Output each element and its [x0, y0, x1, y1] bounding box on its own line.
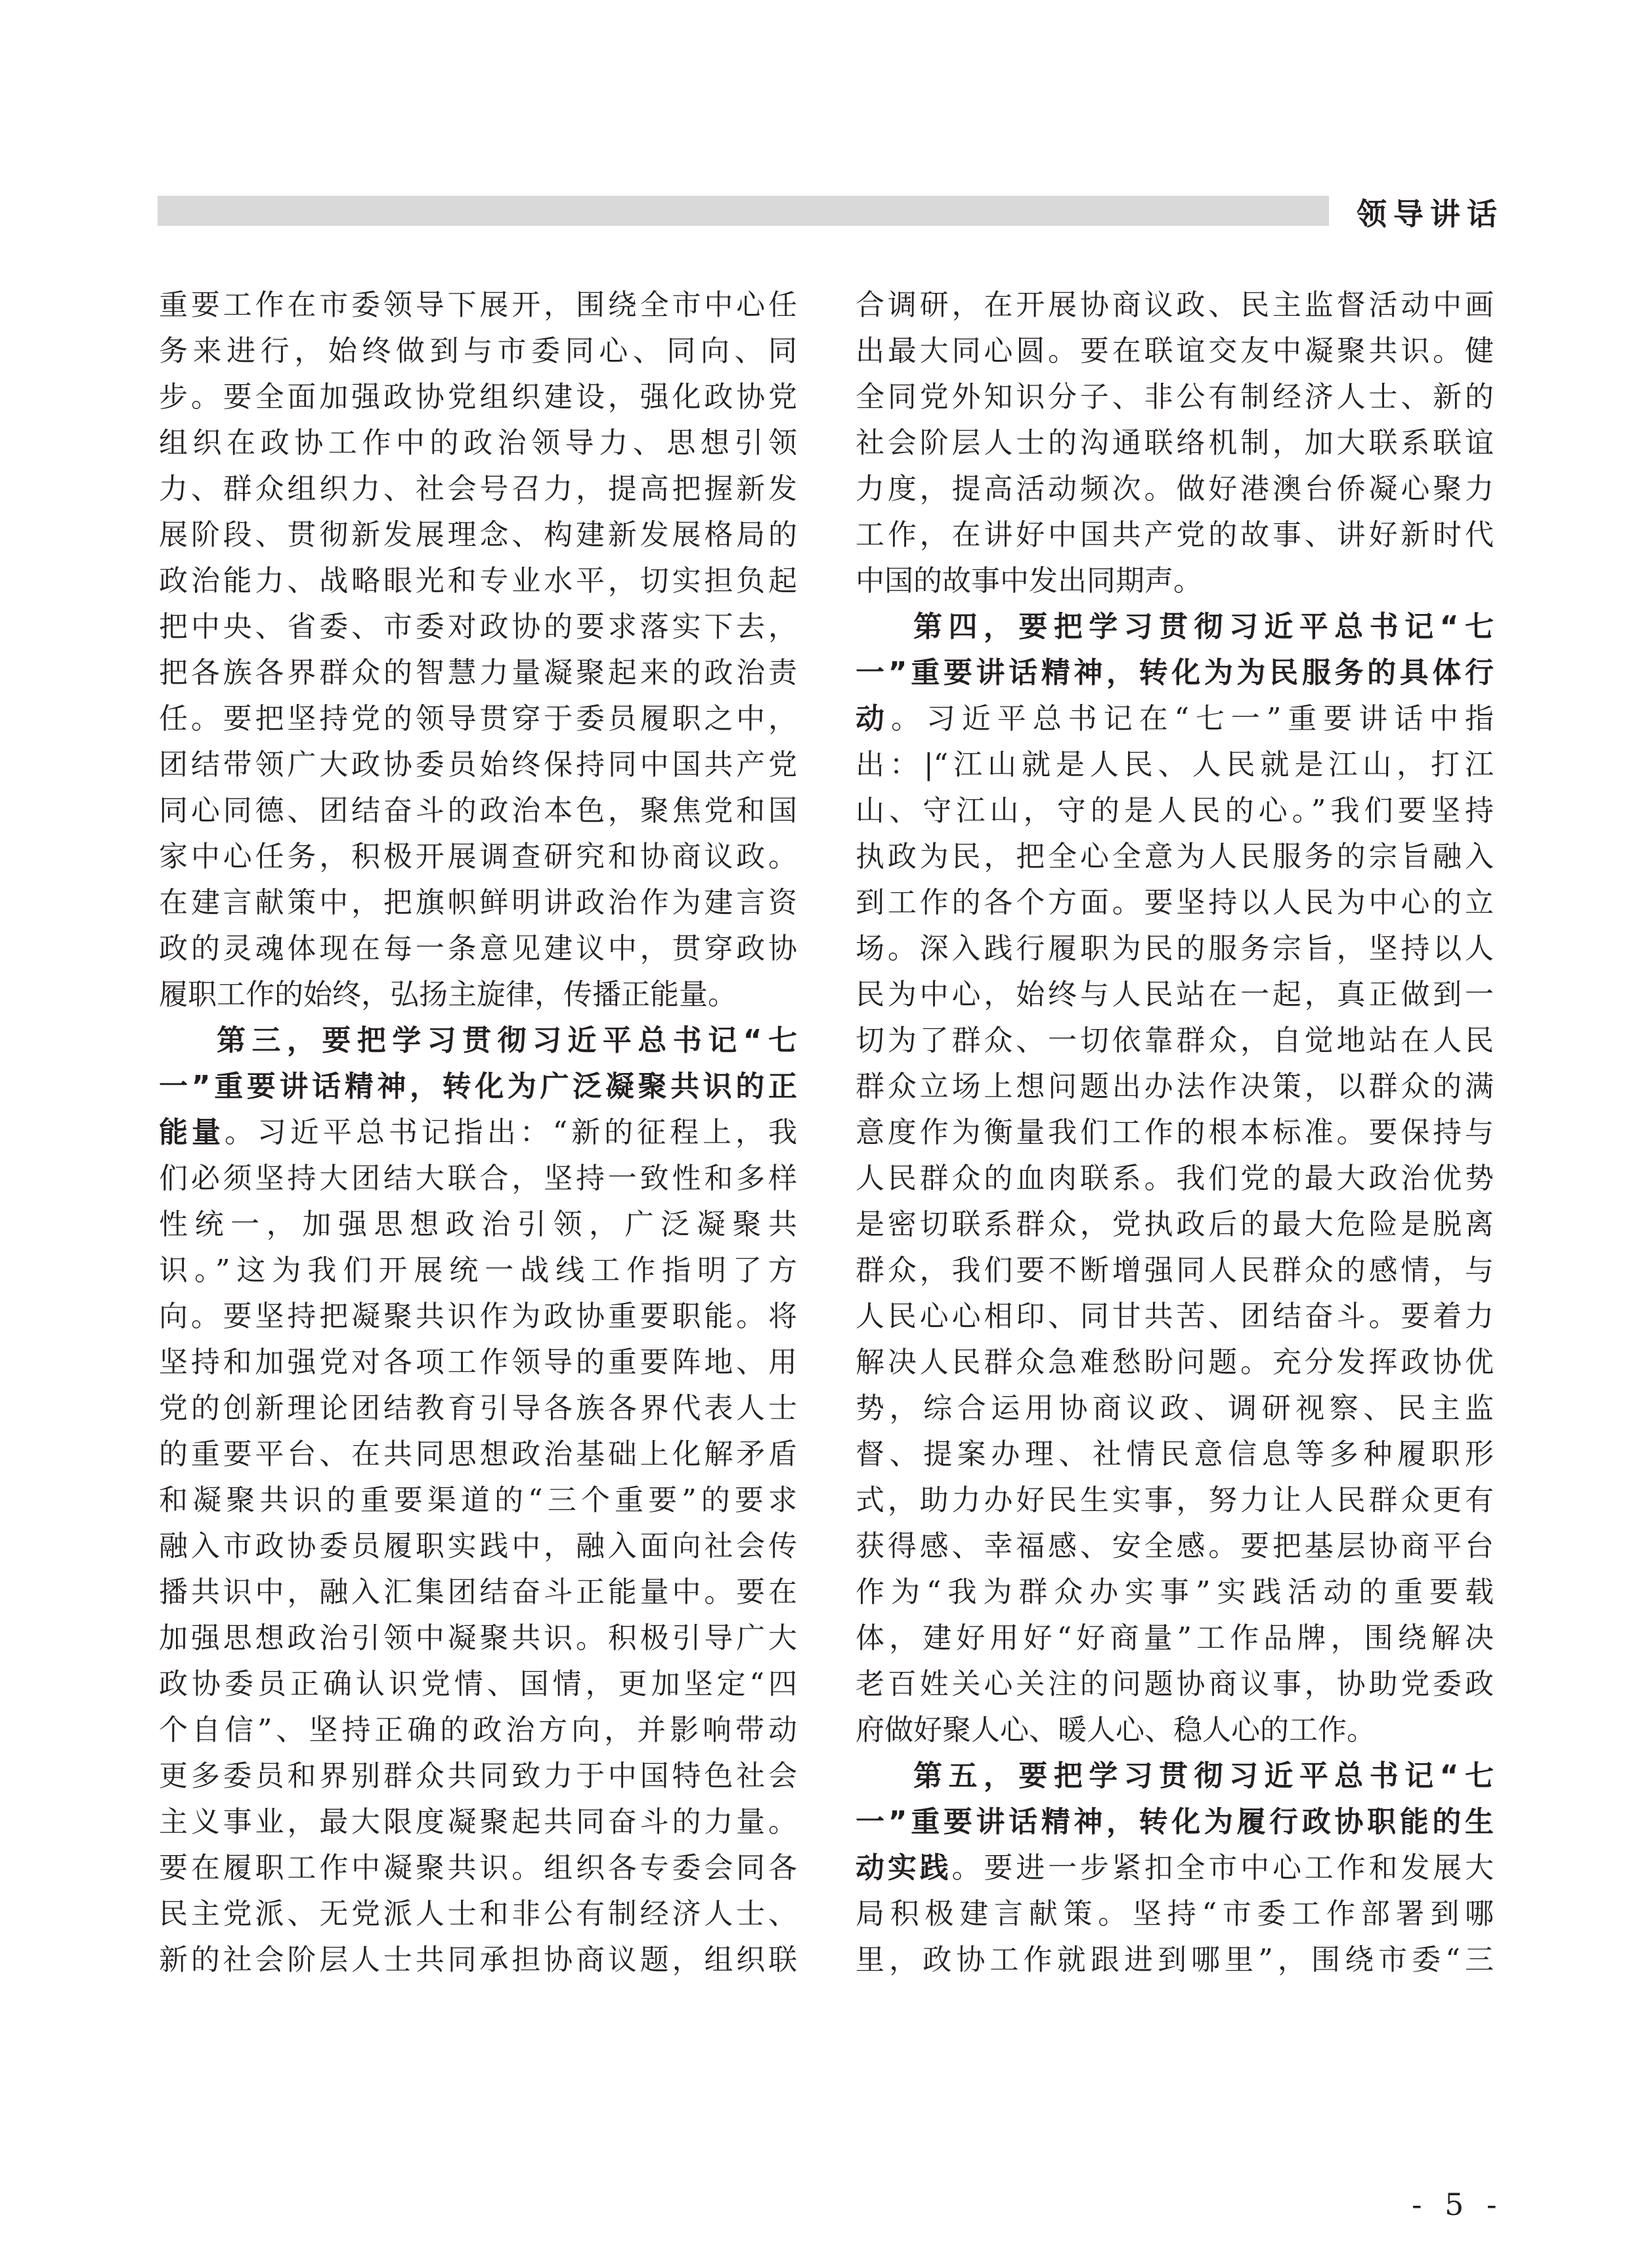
text-line	[856, 604, 1494, 650]
body-text: 获得感、幸福感、安全感。要把基层协商平台	[856, 1529, 1494, 1563]
body-text: 团结带领广大政协委员始终保持同中国共产党	[159, 748, 797, 781]
body-text: 党的创新理论团结教育引导各族各界代表人士	[159, 1391, 797, 1425]
text-line	[159, 512, 797, 558]
body-text: 识。”这为我们开展统一战线工作指明了方	[159, 1254, 797, 1287]
text-line	[856, 1386, 1494, 1432]
text-line	[856, 1018, 1494, 1064]
body-text: 群众立场上想问题出办法作决策，以群众的满	[856, 1070, 1494, 1103]
text-line	[159, 1294, 797, 1340]
text-line	[856, 1707, 1494, 1753]
body-text: 势，综合运用协商议政、调研视察、民主监	[856, 1391, 1494, 1425]
body-text: 坚持和加强党对各项工作领导的重要阵地、用	[159, 1346, 797, 1379]
body-text: 们必须坚持大团结大联合，坚持一致性和多样	[159, 1162, 797, 1195]
body-text: 群众，我们要不断增强同人民群众的感情，与	[856, 1254, 1494, 1287]
text-line	[856, 834, 1494, 880]
body-text: 是密切联系群众，党执政后的最大危险是脱离	[856, 1208, 1494, 1241]
text-line	[856, 1294, 1494, 1340]
text-line	[856, 1661, 1494, 1707]
text-line	[159, 1891, 797, 1937]
text-line	[856, 1202, 1494, 1248]
text-line	[159, 328, 797, 374]
text-line	[159, 1018, 797, 1064]
text-line	[856, 1753, 1494, 1799]
text-line	[856, 1845, 1494, 1891]
body-text: 人民心心相印、同甘共苦、团结奋斗。要着力	[856, 1300, 1494, 1333]
text-line	[856, 374, 1494, 420]
text-line	[856, 282, 1494, 328]
body-text: 局积极建言献策。坚持“市委工作部署到哪	[856, 1897, 1494, 1931]
body-text: 政的灵魂体现在每一条意见建议中，贯穿政协	[159, 932, 797, 965]
bold-heading-text: 能量	[159, 1116, 225, 1149]
text-line	[159, 1064, 797, 1110]
text-line	[159, 1707, 797, 1753]
text-line	[856, 1891, 1494, 1937]
text-line	[856, 926, 1494, 972]
text-line	[856, 420, 1494, 466]
text-line	[159, 282, 797, 328]
right-column	[856, 282, 1494, 1983]
body-text: 更多委员和界别群众共同致力于中国特色社会	[159, 1759, 797, 1793]
body-text: 任。要把坚持党的领导贯穿于委员履职之中，	[159, 702, 797, 735]
body-text: 人民群众的血肉联系。我们党的最大政治优势	[856, 1162, 1494, 1195]
text-line	[159, 1753, 797, 1799]
body-text: 出：|“江山就是人民、人民就是江山，打江	[856, 748, 1494, 781]
body-text: 把中央、省委、市委对政协的要求落实下去，	[159, 610, 797, 644]
text-line	[159, 1523, 797, 1569]
text-line	[856, 1156, 1494, 1202]
text-line	[856, 1615, 1494, 1661]
text-line	[159, 926, 797, 972]
body-text: 老百姓关心关注的问题协商议事，协助党委政	[856, 1667, 1494, 1701]
body-text: 全同党外知识分子、非公有制经济人士、新的	[856, 380, 1494, 414]
body-text: 政协委员正确认识党情、国情，更加坚定“四	[159, 1667, 797, 1701]
text-line	[159, 558, 797, 604]
text-line	[856, 512, 1494, 558]
text-line	[856, 788, 1494, 834]
body-text: 督、提案办理、社情民意信息等多种履职形	[856, 1437, 1494, 1471]
text-line	[856, 1523, 1494, 1569]
text-line	[856, 880, 1494, 926]
body-text: 。习近平总书记指出：“新的征程上，我	[224, 1116, 797, 1149]
text-line	[159, 1110, 797, 1156]
text-line	[856, 1064, 1494, 1110]
page-number: - 5 -	[1412, 2187, 1504, 2222]
body-text: 到工作的各个方面。要坚持以人民为中心的立	[856, 886, 1494, 919]
text-line	[159, 374, 797, 420]
body-text: 山、守江山，守的是人民的心。”我们要坚持	[856, 794, 1494, 827]
text-line	[159, 880, 797, 926]
body-text: 意度作为衡量我们工作的根本标准。要保持与	[856, 1116, 1494, 1149]
text-line	[159, 1799, 797, 1845]
body-text: 合调研，在开展协商议政、民主监督活动中画	[856, 288, 1494, 322]
body-text: 力、群众组织力、社会号召力，提高把握新发	[159, 472, 797, 506]
body-text: 加强思想政治引领中凝聚共识。积极引导广大	[159, 1621, 797, 1655]
body-text: 场。深入践行履职为民的服务宗旨，坚持以人	[856, 932, 1494, 965]
bold-heading-text: 第三，要把学习贯彻习近平总书记“七	[217, 1024, 797, 1057]
body-text: 播共识中，融入汇集团结奋斗正能量中。要在	[159, 1575, 797, 1609]
text-line	[856, 972, 1494, 1018]
text-line	[159, 788, 797, 834]
header-bar	[158, 196, 1329, 226]
text-line	[159, 1615, 797, 1661]
text-line	[159, 1937, 797, 1983]
body-text: 出最大同心圆。要在联谊交友中凝聚共识。健	[856, 334, 1494, 368]
body-text: 履职工作的始终，弘扬主旋律，传播正能量。	[159, 978, 737, 1011]
body-text: 切为了群众、一切依靠群众，自觉地站在人民	[856, 1024, 1494, 1057]
bold-heading-text: 第四，要把学习贯彻习近平总书记“七	[913, 610, 1494, 644]
body-text: 把各族各界群众的智慧力量凝聚起来的政治责	[159, 656, 797, 690]
body-text: 解决人民群众急难愁盼问题。充分发挥政协优	[856, 1346, 1494, 1379]
text-line	[856, 1432, 1494, 1478]
body-text: 主义事业，最大限度凝聚起共同奋斗的力量。	[159, 1805, 797, 1839]
text-line	[856, 1569, 1494, 1615]
body-text: 重要工作在市委领导下展开，围绕全市中心任	[159, 288, 797, 322]
body-text: 的重要平台、在共同思想政治基础上化解矛盾	[159, 1437, 797, 1471]
bold-heading-text: 动实践	[856, 1851, 952, 1885]
text-line	[159, 1569, 797, 1615]
text-line	[856, 328, 1494, 374]
text-line	[856, 1340, 1494, 1386]
bold-heading-text: 一”重要讲话精神，转化为广泛凝聚共识的正	[159, 1070, 797, 1103]
text-line	[159, 1478, 797, 1523]
text-line	[856, 742, 1494, 788]
body-text: 展阶段、贯彻新发展理念、构建新发展格局的	[159, 518, 797, 552]
text-line	[159, 1340, 797, 1386]
bold-heading-text: 一”重要讲话精神，转化为为民服务的具体行	[856, 656, 1494, 690]
body-text: 作为“我为群众办实事”实践活动的重要载	[856, 1575, 1494, 1609]
body-text: 要在履职工作中凝聚共识。组织各专委会同各	[159, 1851, 797, 1885]
body-text: 家中心任务，积极开展调查研究和协商议政。	[159, 840, 797, 873]
left-column	[159, 282, 797, 1983]
text-line	[159, 1386, 797, 1432]
text-line	[159, 1248, 797, 1294]
text-line	[856, 1110, 1494, 1156]
text-line	[159, 1202, 797, 1248]
text-line	[159, 604, 797, 650]
text-line	[159, 420, 797, 466]
bold-heading-text: 一”重要讲话精神，转化为履行政协职能的生	[856, 1805, 1494, 1839]
text-line	[856, 1248, 1494, 1294]
body-text: 务来进行，始终做到与市委同心、同向、同	[159, 334, 797, 368]
body-text: 性统一，加强思想政治引领，广泛凝聚共	[159, 1208, 797, 1241]
text-line	[159, 466, 797, 512]
text-line	[856, 558, 1494, 604]
body-text: 。习近平总书记在“七一”重要讲话中指	[890, 702, 1494, 735]
body-text: 新的社会阶层人士共同承担协商议题，组织联	[159, 1943, 797, 1977]
text-line	[159, 742, 797, 788]
body-text: 民为中心，始终与人民站在一起，真正做到一	[856, 978, 1494, 1011]
text-line	[856, 466, 1494, 512]
body-text: 体，建好用好“好商量”工作品牌，围绕解决	[856, 1621, 1494, 1655]
text-line	[856, 1478, 1494, 1523]
bold-heading-text: 第五，要把学习贯彻习近平总书记“七	[913, 1759, 1494, 1793]
body-text: 在建言献策中，把旗帜鲜明讲政治作为建言资	[159, 886, 797, 919]
body-text: 。要进一步紧扣全市中心工作和发展大	[951, 1851, 1494, 1885]
body-text: 组织在政协工作中的政治领导力、思想引领	[159, 426, 797, 460]
text-line	[159, 696, 797, 742]
body-text: 社会阶层人士的沟通联络机制，加大联系联谊	[856, 426, 1494, 460]
text-line	[856, 650, 1494, 696]
body-text: 力度，提高活动频次。做好港澳台侨凝心聚力	[856, 472, 1494, 506]
text-line	[159, 1156, 797, 1202]
body-text: 中国的故事中发出同期声。	[856, 564, 1202, 598]
section-title: 领导讲话	[1357, 196, 1504, 232]
body-text: 和凝聚共识的重要渠道的“三个重要”的要求	[159, 1483, 797, 1517]
body-text: 融入市政协委员履职实践中，融入面向社会传	[159, 1529, 797, 1563]
body-text: 里，政协工作就跟进到哪里”，围绕市委“三	[856, 1943, 1494, 1977]
text-line	[159, 834, 797, 880]
text-line	[159, 650, 797, 696]
body-text: 同心同德、团结奋斗的政治本色，聚焦党和国	[159, 794, 797, 827]
body-text: 执政为民，把全心全意为人民服务的宗旨融入	[856, 840, 1494, 873]
body-text: 个自信”、坚持正确的政治方向，并影响带动	[159, 1713, 797, 1747]
body-text: 步。要全面加强政协党组织建设，强化政协党	[159, 380, 797, 414]
text-line	[159, 1432, 797, 1478]
body-text: 向。要坚持把凝聚共识作为政协重要职能。将	[159, 1300, 797, 1333]
body-text: 民主党派、无党派人士和非公有制经济人士、	[159, 1897, 797, 1931]
text-line	[159, 972, 797, 1018]
body-text: 政治能力、战略眼光和专业水平，切实担负起	[159, 564, 797, 598]
bold-heading-text: 动	[856, 702, 891, 735]
text-line	[159, 1845, 797, 1891]
body-text: 工作，在讲好中国共产党的故事、讲好新时代	[856, 518, 1494, 552]
body-text: 式，助力办好民生实事，努力让人民群众更有	[856, 1483, 1494, 1517]
text-line	[856, 1937, 1494, 1983]
body-text: 府做好聚人心、暖人心、稳人心的工作。	[856, 1713, 1376, 1747]
text-line	[856, 1799, 1494, 1845]
text-line	[159, 1661, 797, 1707]
text-line	[856, 696, 1494, 742]
